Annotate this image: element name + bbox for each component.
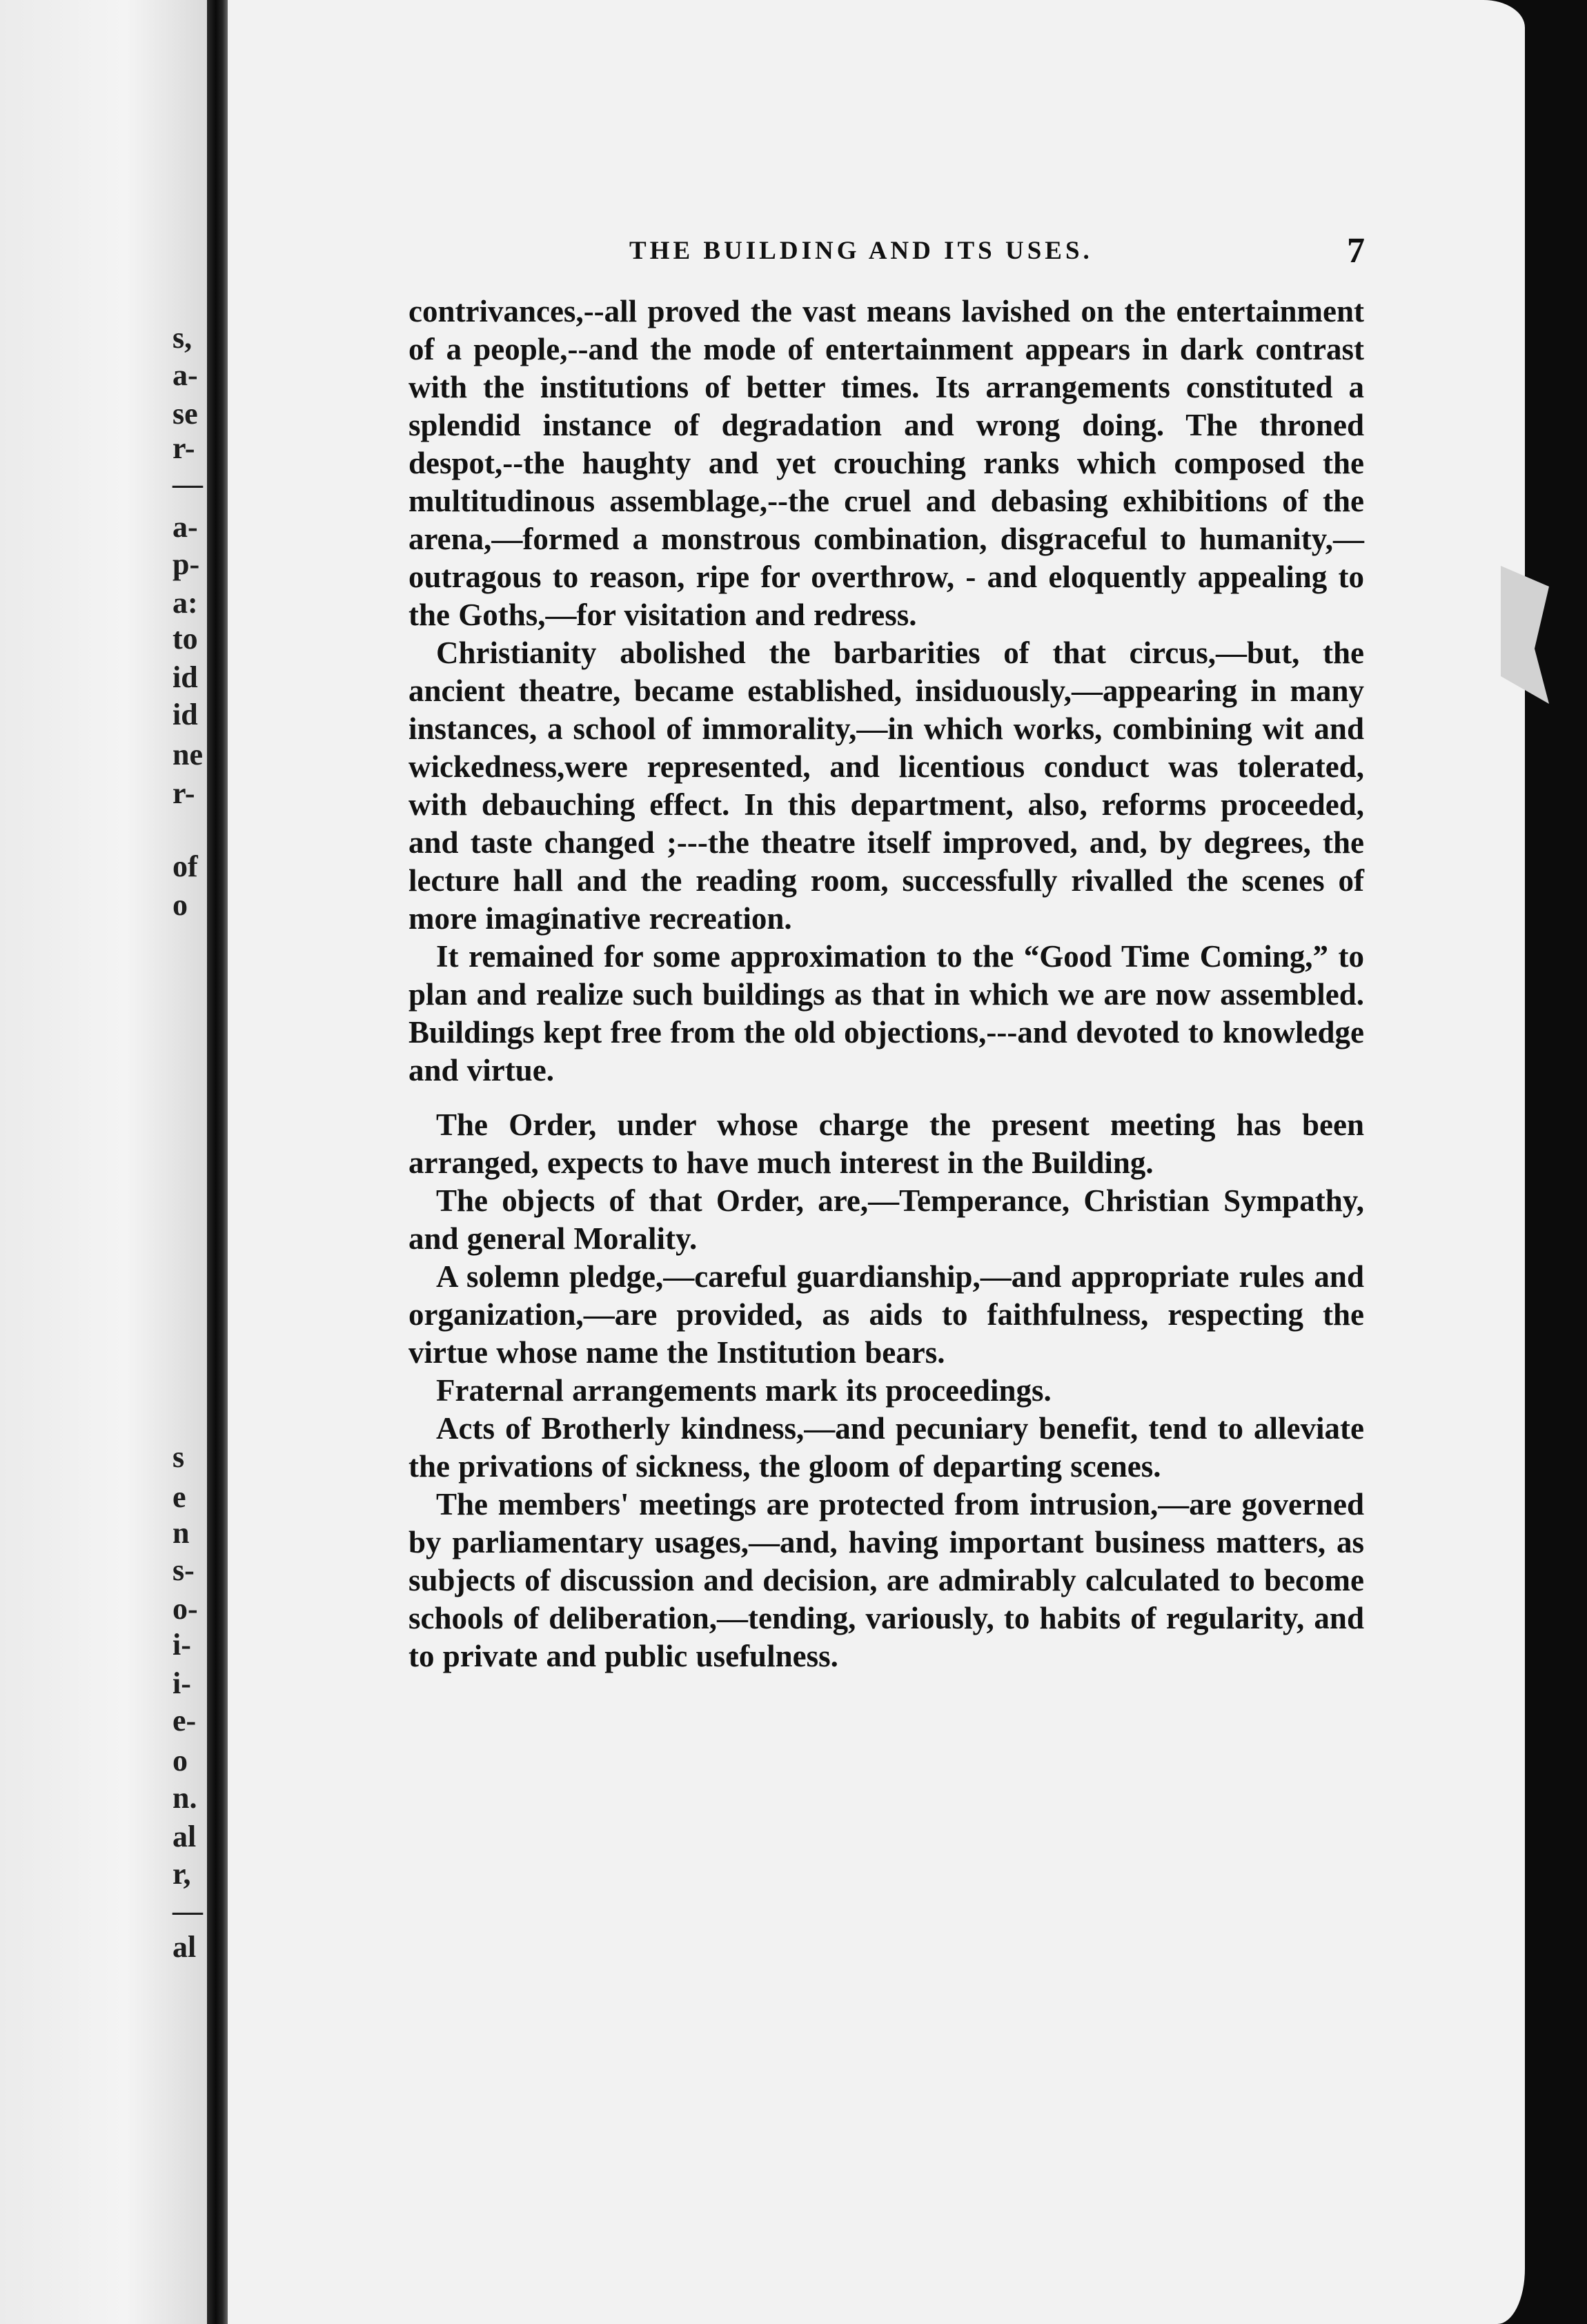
- facing-page-fragment: n.: [172, 1781, 197, 1815]
- facing-page-fragment: s-: [172, 1553, 195, 1587]
- facing-page-fragment: i-: [172, 1628, 191, 1662]
- facing-page-fragment: e-: [172, 1704, 197, 1737]
- facing-page-fragment: al: [172, 1930, 197, 1964]
- paragraph-7: Fraternal arrangements mark its proceedings.: [436, 1373, 1052, 1408]
- facing-page-fragment: of: [172, 849, 198, 883]
- facing-page-fragment: n: [172, 1516, 190, 1550]
- facing-page-fragment: a-: [172, 358, 198, 392]
- facing-page-fragment: r-: [172, 776, 195, 810]
- facing-page-fragment: o: [172, 888, 188, 922]
- paragraph-2: Christianity abolished the barbarities of that circus,—but, the ancient theatre, became established, insiduously,—appearing in many instances, a school of immorality,—in which works, combining wit and wickedness,were represented, and licentious conduct was tolerated, with debauching effect. In this department, also, reforms proceeded, and taste changed ;---the theatre itself improved, and, by degrees, the lecture hall and the reading room, successfully rivalled the scenes of more imaginative recreation.: [408, 636, 1364, 936]
- facing-page-fragment: a:: [172, 586, 198, 620]
- paragraph-6: A solemn pledge,—careful guardianship,—and appropriate rules and organization,—are provided, as aids to faithfulness, respecting the virtue whose name the Institution bears.: [408, 1259, 1364, 1370]
- paragraph-8: Acts of Brotherly kindness,—and pecuniary benefit, tend to alleviate the privations of sickness, the gloom of departing scenes.: [408, 1411, 1364, 1484]
- facing-page: [0, 0, 210, 2324]
- paragraph-5: The objects of that Order, are,—Temperance, Christian Sympathy, and general Morality.: [408, 1183, 1364, 1256]
- paragraph-1: contrivances,--all proved the vast means lavished on the entertainment of a people,--and the mode of entertainment appears in dark contrast with the institutions of better times. Its arrangements constituted a splendid instance of degradation and wrong doing. The throned despot,--the haughty and yet crouching ranks which composed the multitudinous assemblage,--the cruel and debasing exhibitions of the arena,—formed a monstrous combination, disgraceful to humanity,—outragous to reason, ripe for overthrow, - and eloquently appealing to the Goths,—for visitation and redress.: [408, 294, 1364, 632]
- facing-page-fragment: —: [172, 467, 203, 501]
- facing-page-fragment: r-: [172, 431, 195, 465]
- facing-page-fragment: o: [172, 1744, 188, 1778]
- facing-page-fragment: —: [172, 1894, 203, 1928]
- facing-page-fragment: e: [172, 1480, 186, 1514]
- body-text: [408, 293, 1364, 1675]
- paragraph-3: It remained for some approximation to the “Good Time Coming,” to plan and realize such buildings as that in which we are now assembled. Buildings kept free from the old objections,---and devoted to knowledge and virtue.: [408, 939, 1364, 1087]
- facing-page-fragment: ne: [172, 738, 203, 771]
- facing-page-fragment: a-: [172, 510, 198, 544]
- facing-page-fragment: to: [172, 622, 198, 656]
- facing-page-fragment: id: [172, 660, 198, 694]
- page-number: 7: [1347, 231, 1365, 270]
- paragraph-4: The Order, under whose charge the present meeting has been arranged, expects to have much interest in the Building.: [408, 1107, 1364, 1180]
- facing-page-fragment: al: [172, 1820, 197, 1853]
- facing-page-fragment: i-: [172, 1666, 191, 1700]
- running-header: THE BUILDING AND ITS USES.: [629, 237, 1093, 265]
- facing-page-text-fragments: [0, 0, 210, 2324]
- facing-page-fragment: s,: [172, 321, 193, 355]
- facing-page-fragment: id: [172, 698, 198, 731]
- facing-page-fragment: r,: [172, 1857, 191, 1891]
- facing-page-fragment: se: [172, 397, 198, 431]
- book-gutter: [207, 0, 229, 2324]
- facing-page-fragment: o-: [172, 1592, 198, 1626]
- facing-page-fragment: p-: [172, 547, 200, 581]
- facing-page-fragment: s: [172, 1440, 185, 1474]
- paragraph-9: The members' meetings are protected from intrusion,—are governed by parliamentary usages,—and, having important business matters, as subjects of discussion and decision, are admirably calculated to become schools of deliberation,—tending, variously, to habits of regularity, and to private and public usefulness.: [408, 1487, 1364, 1673]
